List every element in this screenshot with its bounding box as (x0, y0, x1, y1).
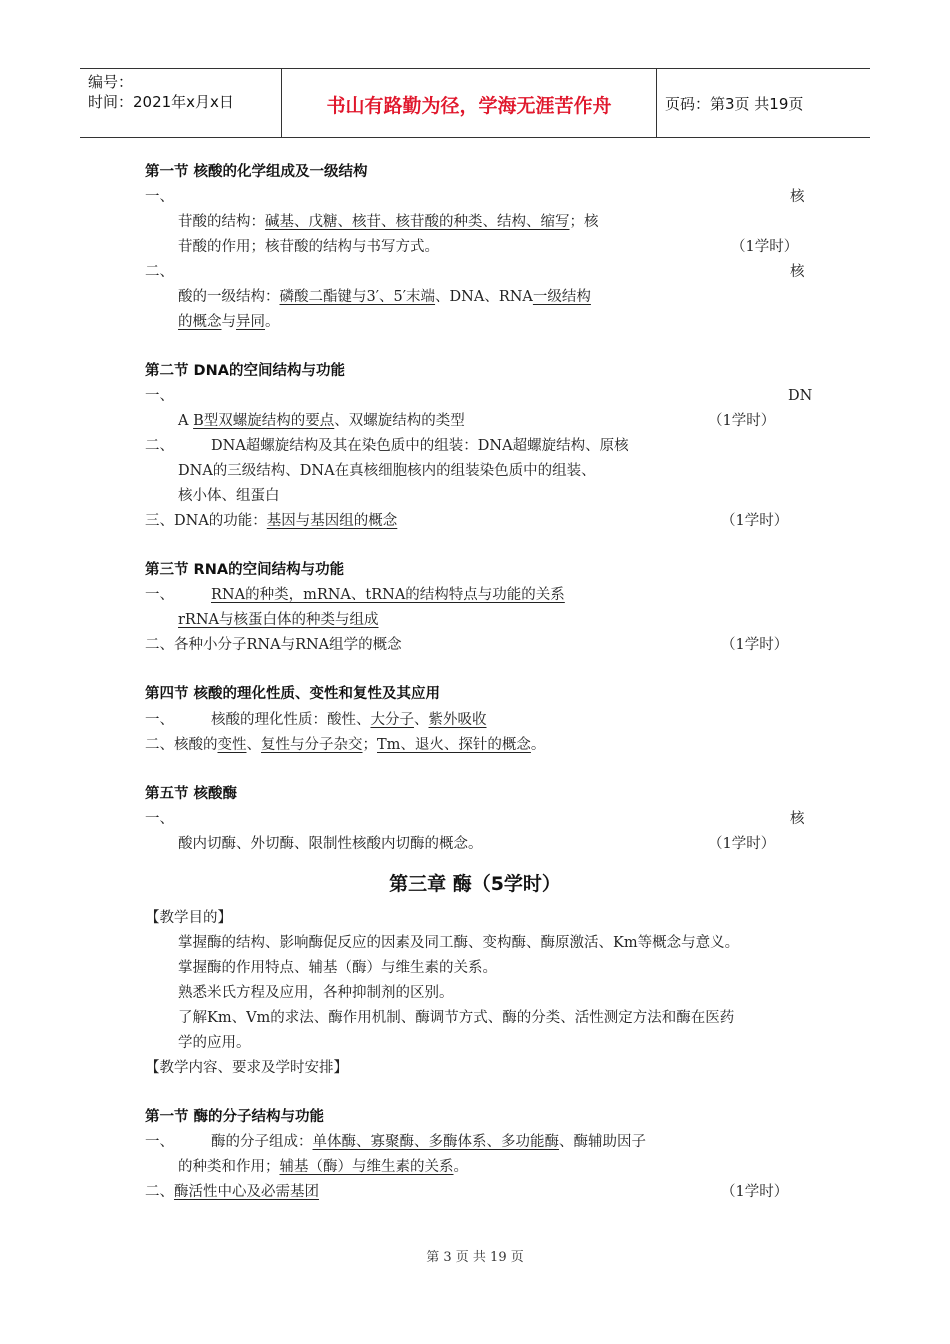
key-term: 大分子 (370, 712, 414, 728)
key-term: 碱基、戊糖、核苷、核苷酸的种类、结构、缩写 (265, 214, 570, 230)
key-term: 异同 (236, 314, 265, 330)
hours-label: （1学时） (731, 239, 799, 255)
hours-label: （1学时） (721, 637, 789, 653)
section-title: 第五节 核酸酶 (145, 786, 238, 802)
text-line: 核小体、组蛋白 (178, 488, 280, 504)
header-page-cell (657, 69, 870, 137)
hours-label: （1学时） (721, 1184, 789, 1200)
text-line: 二、酶活性中心及必需基团 (145, 1184, 319, 1200)
text-line (211, 585, 565, 605)
section-title: 第一节 核酸的化学组成及一级结构 (145, 164, 368, 180)
text-line: 掌握酶的结构、影响酶促反应的因素及同工酶、变构酶、酶原激活、Km等概念与意义。 (178, 935, 740, 951)
key-term: Tm、退火、探针的概念 (377, 737, 531, 753)
key-term: RNA的种类，mRNA、tRNA的结构特点与功能的关系 (211, 587, 565, 603)
text-line: 苷酸的作用；核苷酸的结构与书写方式。 (178, 239, 439, 255)
page-header (80, 68, 870, 138)
key-term: 变性 (217, 737, 247, 753)
section-title: 第一节 酶的分子结构与功能 (145, 1109, 325, 1125)
item-number: 一、 (145, 189, 174, 205)
text-line: 熟悉米氏方程及应用，各种抑制剂的区别。 (178, 985, 454, 1001)
motto: 书山有路勤为径，学海无涯苦作舟 (326, 95, 612, 117)
key-term: 一级结构 (532, 289, 591, 305)
section-title: 第四节 核酸的理化性质、变性和复性及其应用 (145, 686, 441, 702)
text-line: 的概念与异同。 (178, 314, 280, 330)
key-term: 复性与分子杂交 (261, 737, 363, 753)
wrapped-char: 核 (790, 189, 805, 205)
item-number: 一、 (145, 587, 174, 603)
item-number: 一、 (145, 712, 174, 728)
text-line (178, 610, 379, 630)
text-line: 苷酸的结构：碱基、戊糖、核苷、核苷酸的种类、结构、缩写；核 (178, 214, 599, 230)
time-label: 时间：2021年x月x日 (88, 93, 234, 111)
hours-label: （1学时） (721, 513, 789, 529)
page-label: 页码：第3页 共19页 (665, 95, 804, 113)
item-number: 二、 (145, 264, 174, 280)
key-term: B型双螺旋结构的要点 (193, 413, 335, 429)
text-line: 的种类和作用；辅基（酶）与维生素的关系。 (178, 1159, 468, 1175)
text-line: DNA的三级结构、DNA在真核细胞核内的组装染色质中的组装、 (178, 463, 596, 479)
key-term: 的概念 (178, 314, 222, 330)
page-footer: 第 3 页 共 19 页 (426, 1250, 524, 1265)
key-term: 酶活性中心及必需基团 (174, 1184, 319, 1200)
item-number: 一、 (145, 1134, 174, 1150)
content-label: 【教学内容、要求及学时安排】 (145, 1060, 348, 1076)
text-line: 了解Km、Vm的求法、酶作用机制、酶调节方式、酶的分类、活性测定方法和酶在医药 (178, 1010, 735, 1026)
wrapped-char: 核 (790, 264, 805, 280)
item-number: 一、 (145, 811, 174, 827)
key-term: 磷酸二酯键与3′、5′末端 (279, 289, 436, 305)
number-label: 编号： (88, 73, 134, 91)
section-title: 第二节 DNA的空间结构与功能 (145, 363, 345, 379)
text-line: 酸内切酶、外切酶、限制性核酸内切酶的概念。 (178, 836, 483, 852)
text-line: 二、核酸的变性、复性与分子杂交；Tm、退火、探针的概念。 (145, 737, 546, 753)
hours-label: （1学时） (708, 836, 776, 852)
key-term: 辅基（酶）与维生素的关系 (279, 1159, 454, 1175)
chapter-title: 第三章 酶（5学时） (389, 873, 561, 895)
text-line: 三、DNA的功能：基因与基因组的概念 (145, 513, 398, 529)
key-term: 紫外吸收 (428, 712, 487, 728)
text-line: 核酸的理化性质：酸性、大分子、紫外吸收 (211, 712, 487, 728)
item-number: 一、 (145, 388, 174, 404)
text-line: 二、各种小分子RNA与RNA组学的概念 (145, 637, 402, 653)
text-line: A B型双螺旋结构的要点、双螺旋结构的类型 (178, 413, 465, 429)
section-title: 第三节 RNA的空间结构与功能 (145, 562, 345, 578)
text-line: 掌握酶的作用特点、辅基（酶）与维生素的关系。 (178, 960, 497, 976)
header-motto-cell (282, 69, 657, 137)
header-info-cell (80, 69, 282, 137)
text-line: 酶的分子组成：单体酶、寡聚酶、多酶体系、多功能酶、酶辅助因子 (211, 1134, 646, 1150)
key-term: 基因与基因组的概念 (266, 513, 398, 529)
text-line: DNA超螺旋结构及其在染色质中的组装：DNA超螺旋结构、原核 (211, 438, 629, 454)
hours-label: （1学时） (708, 413, 776, 429)
key-term: rRNA与核蛋白体的种类与组成 (178, 612, 379, 628)
wrapped-char: DN (788, 388, 813, 404)
text-line: 学的应用。 (178, 1035, 251, 1051)
key-term: 单体酶、寡聚酶、多酶体系、多功能酶 (312, 1134, 559, 1150)
text-line: 酸的一级结构：磷酸二酯键与3′、5′末端、DNA、RNA一级结构 (178, 289, 591, 305)
wrapped-char: 核 (790, 811, 805, 827)
goal-label: 【教学目的】 (145, 910, 232, 926)
item-number: 二、 (145, 438, 174, 454)
